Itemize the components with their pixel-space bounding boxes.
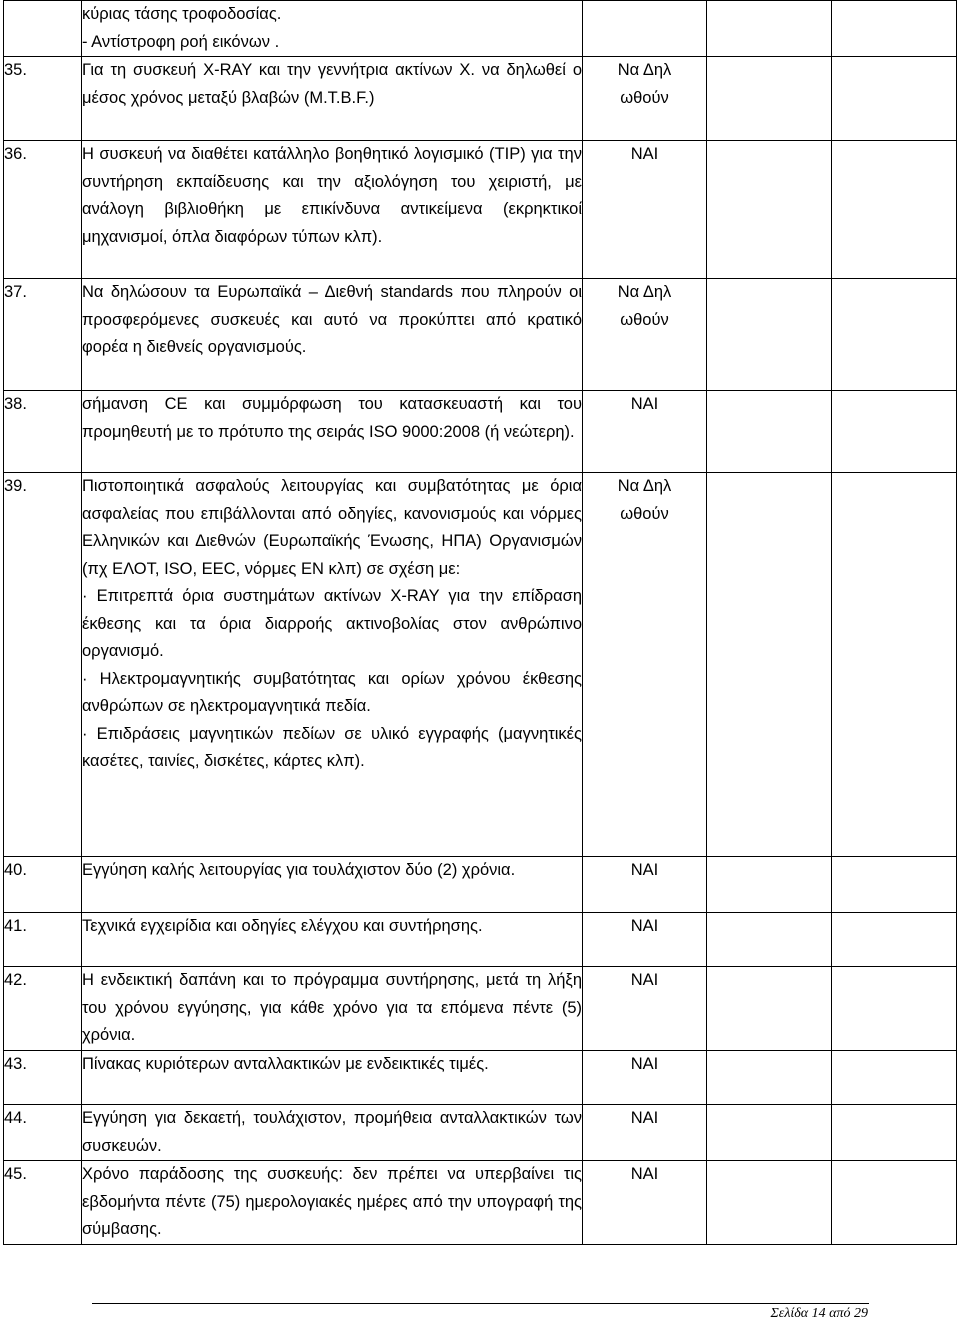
item-description [82,1,583,57]
description-paragraph: κύριας τάσης τροφοδοσίας. [82,5,282,23]
description-paragraph: · Ηλεκτρομαγνητικής συμβατότητας και ορίων χρόνου έκθεσης ανθρώπων σε ηλεκτρομαγνητικά πεδία. [82,669,582,715]
table-row [4,391,957,473]
description-paragraph: Για τη συσκευή X-RAY και την γεννήτρια ακτίνων Χ. να δηλωθεί ο μέσος χρόνος μεταξύ βλαβών (M.T.B.F.) [82,61,582,107]
table-row [4,913,957,967]
item-number: 41. [4,913,82,967]
item-description [82,57,583,141]
description-paragraph: Η ενδεικτική δαπάνη και το πρόγραμμα συντήρησης, μετά τη λήξη του χρόνου εγγύησης, για κάθε χρόνο για τα επόμενα πέντε (5) χρόνια. [82,971,582,1044]
item-number: 38. [4,391,82,473]
requirement-response [583,1161,707,1245]
item-number [4,1,82,57]
response-text: Να Δηλωθούν [617,61,672,107]
response-text: ΝΑΙ [630,861,659,879]
item-number: 36. [4,141,82,279]
requirement-response [583,857,707,913]
description-paragraph: Να δηλώσουν τα Ευρωπαϊκά – Διεθνή standards που πληρούν οι προσφερόμενες συσκευές και αυτό να προκύπτει από κρατικό φορέα η διεθνείς οργανισμούς. [82,283,582,356]
table-row [4,57,957,141]
item-description [82,913,583,967]
item-description [82,279,583,391]
response-text: ΝΑΙ [630,971,659,989]
item-description [82,141,583,279]
empty-cell [707,967,832,1051]
item-description [82,1105,583,1161]
empty-cell [832,857,957,913]
empty-cell [832,57,957,141]
item-number: 40. [4,857,82,913]
empty-cell [707,57,832,141]
empty-cell [832,967,957,1051]
response-text: ΝΑΙ [630,1109,659,1127]
empty-cell [832,473,957,857]
requirement-response [583,1105,707,1161]
description-paragraph: Εγγύηση για δεκαετή, τουλάχιστον, προμήθεια ανταλλακτικών των συσκευών. [82,1109,582,1155]
empty-cell [832,279,957,391]
empty-cell [832,1161,957,1245]
item-number: 37. [4,279,82,391]
description-paragraph: Χρόνο παράδοσης της συσκευής: δεν πρέπει να υπερβαίνει τις εβδομήντα πέντε (75) ημερολογιακές ημέρες από την υπογραφή της σύμβασης. [82,1165,582,1238]
table-row [4,967,957,1051]
description-paragraph: σήμανση CE και συμμόρφωση του κατασκευαστή και του προμηθευτή με το πρότυπο της σειράς ISO 9000:2008 (ή νεώτερη). [82,395,582,441]
response-text: Να Δηλωθούν [617,477,672,523]
requirement-response [583,1051,707,1105]
item-description [82,391,583,473]
item-description [82,967,583,1051]
description-paragraph: · Επιδράσεις μαγνητικών πεδίων σε υλικό εγγραφής (μαγνητικές κασέτες, ταινίες, δισκέτες, κάρτες κλπ). [82,724,582,770]
table-row [4,1161,957,1245]
requirement-response [583,967,707,1051]
empty-cell [707,1,832,57]
description-paragraph: Η συσκευή να διαθέτει κατάλληλο βοηθητικό λογισμικό (TIP) για την συντήρηση εκπαίδευσης και την αξιολόγηση του χειριστή, με ανάλογη βιβλιοθήκη με επικίνδυνα αντικείμενα (εκρηκτικοί μηχανισμοί, όπλα διαφόρων τύπων κλπ). [82,145,582,246]
empty-cell [832,1051,957,1105]
requirement-response [583,141,707,279]
empty-cell [707,1105,832,1161]
response-text: ΝΑΙ [630,145,659,163]
item-description [82,857,583,913]
empty-cell [832,1105,957,1161]
item-description [82,1051,583,1105]
response-text: ΝΑΙ [630,1055,659,1073]
item-number: 42. [4,967,82,1051]
specifications-table [3,0,957,1245]
empty-cell [707,1161,832,1245]
item-number: 44. [4,1105,82,1161]
requirement-response [583,1,707,57]
empty-cell [832,141,957,279]
description-paragraph: Τεχνικά εγχειρίδια και οδηγίες ελέγχου και συντήρησης. [82,917,483,935]
empty-cell [832,391,957,473]
empty-cell [707,913,832,967]
table-row [4,1051,957,1105]
footer-rule [92,1303,869,1304]
item-number: 39. [4,473,82,857]
description-paragraph: Πίνακας κυριότερων ανταλλακτικών με ενδεικτικές τιμές. [82,1055,489,1073]
empty-cell [832,1,957,57]
table-row [4,279,957,391]
description-paragraph: - Αντίστροφη ροή εικόνων . [82,32,280,51]
empty-cell [707,391,832,473]
requirement-response [583,279,707,391]
requirement-response [583,391,707,473]
response-text: ΝΑΙ [630,1165,659,1183]
description-paragraph: · Επιτρεπτά όρια συστημάτων ακτίνων X-RAY για την επίδραση έκθεσης και τα όρια διαρροής ακτινοβολίας στον ανθρώπινο οργανισμό. [82,587,582,660]
empty-cell [832,913,957,967]
item-number: 35. [4,57,82,141]
table-row [4,1105,957,1161]
empty-cell [707,857,832,913]
requirement-response [583,473,707,857]
empty-cell [707,279,832,391]
response-text: ΝΑΙ [630,917,659,935]
response-text: Να Δηλωθούν [617,283,672,329]
empty-cell [707,141,832,279]
table-row [4,141,957,279]
requirement-response [583,57,707,141]
table-row [4,1,957,57]
item-description [82,473,583,857]
page-number: Σελίδα 14 από 29 [770,1306,868,1321]
empty-cell [707,473,832,857]
table-row [4,857,957,913]
empty-cell [707,1051,832,1105]
description-paragraph: Πιστοποιητικά ασφαλούς λειτουργίας και συμβατότητας με όρια ασφαλείας που επιβάλλονται από οδηγίες, κανονισμούς και νόρμες Ελληνικών και Διεθνών (Ευρωπαϊκής Ένωσης, ΗΠΑ) Οργανισμών (πχ ΕΛΟΤ, ISO, EEC, νόρμες ΕΝ κλπ) σε σχέση με: [82,477,582,578]
requirement-response [583,913,707,967]
description-paragraph: Εγγύηση καλής λειτουργίας για τουλάχιστον δύο (2) χρόνια. [82,861,516,879]
item-number: 43. [4,1051,82,1105]
item-number: 45. [4,1161,82,1245]
item-description [82,1161,583,1245]
table-row [4,473,957,857]
response-text: ΝΑΙ [630,395,659,413]
